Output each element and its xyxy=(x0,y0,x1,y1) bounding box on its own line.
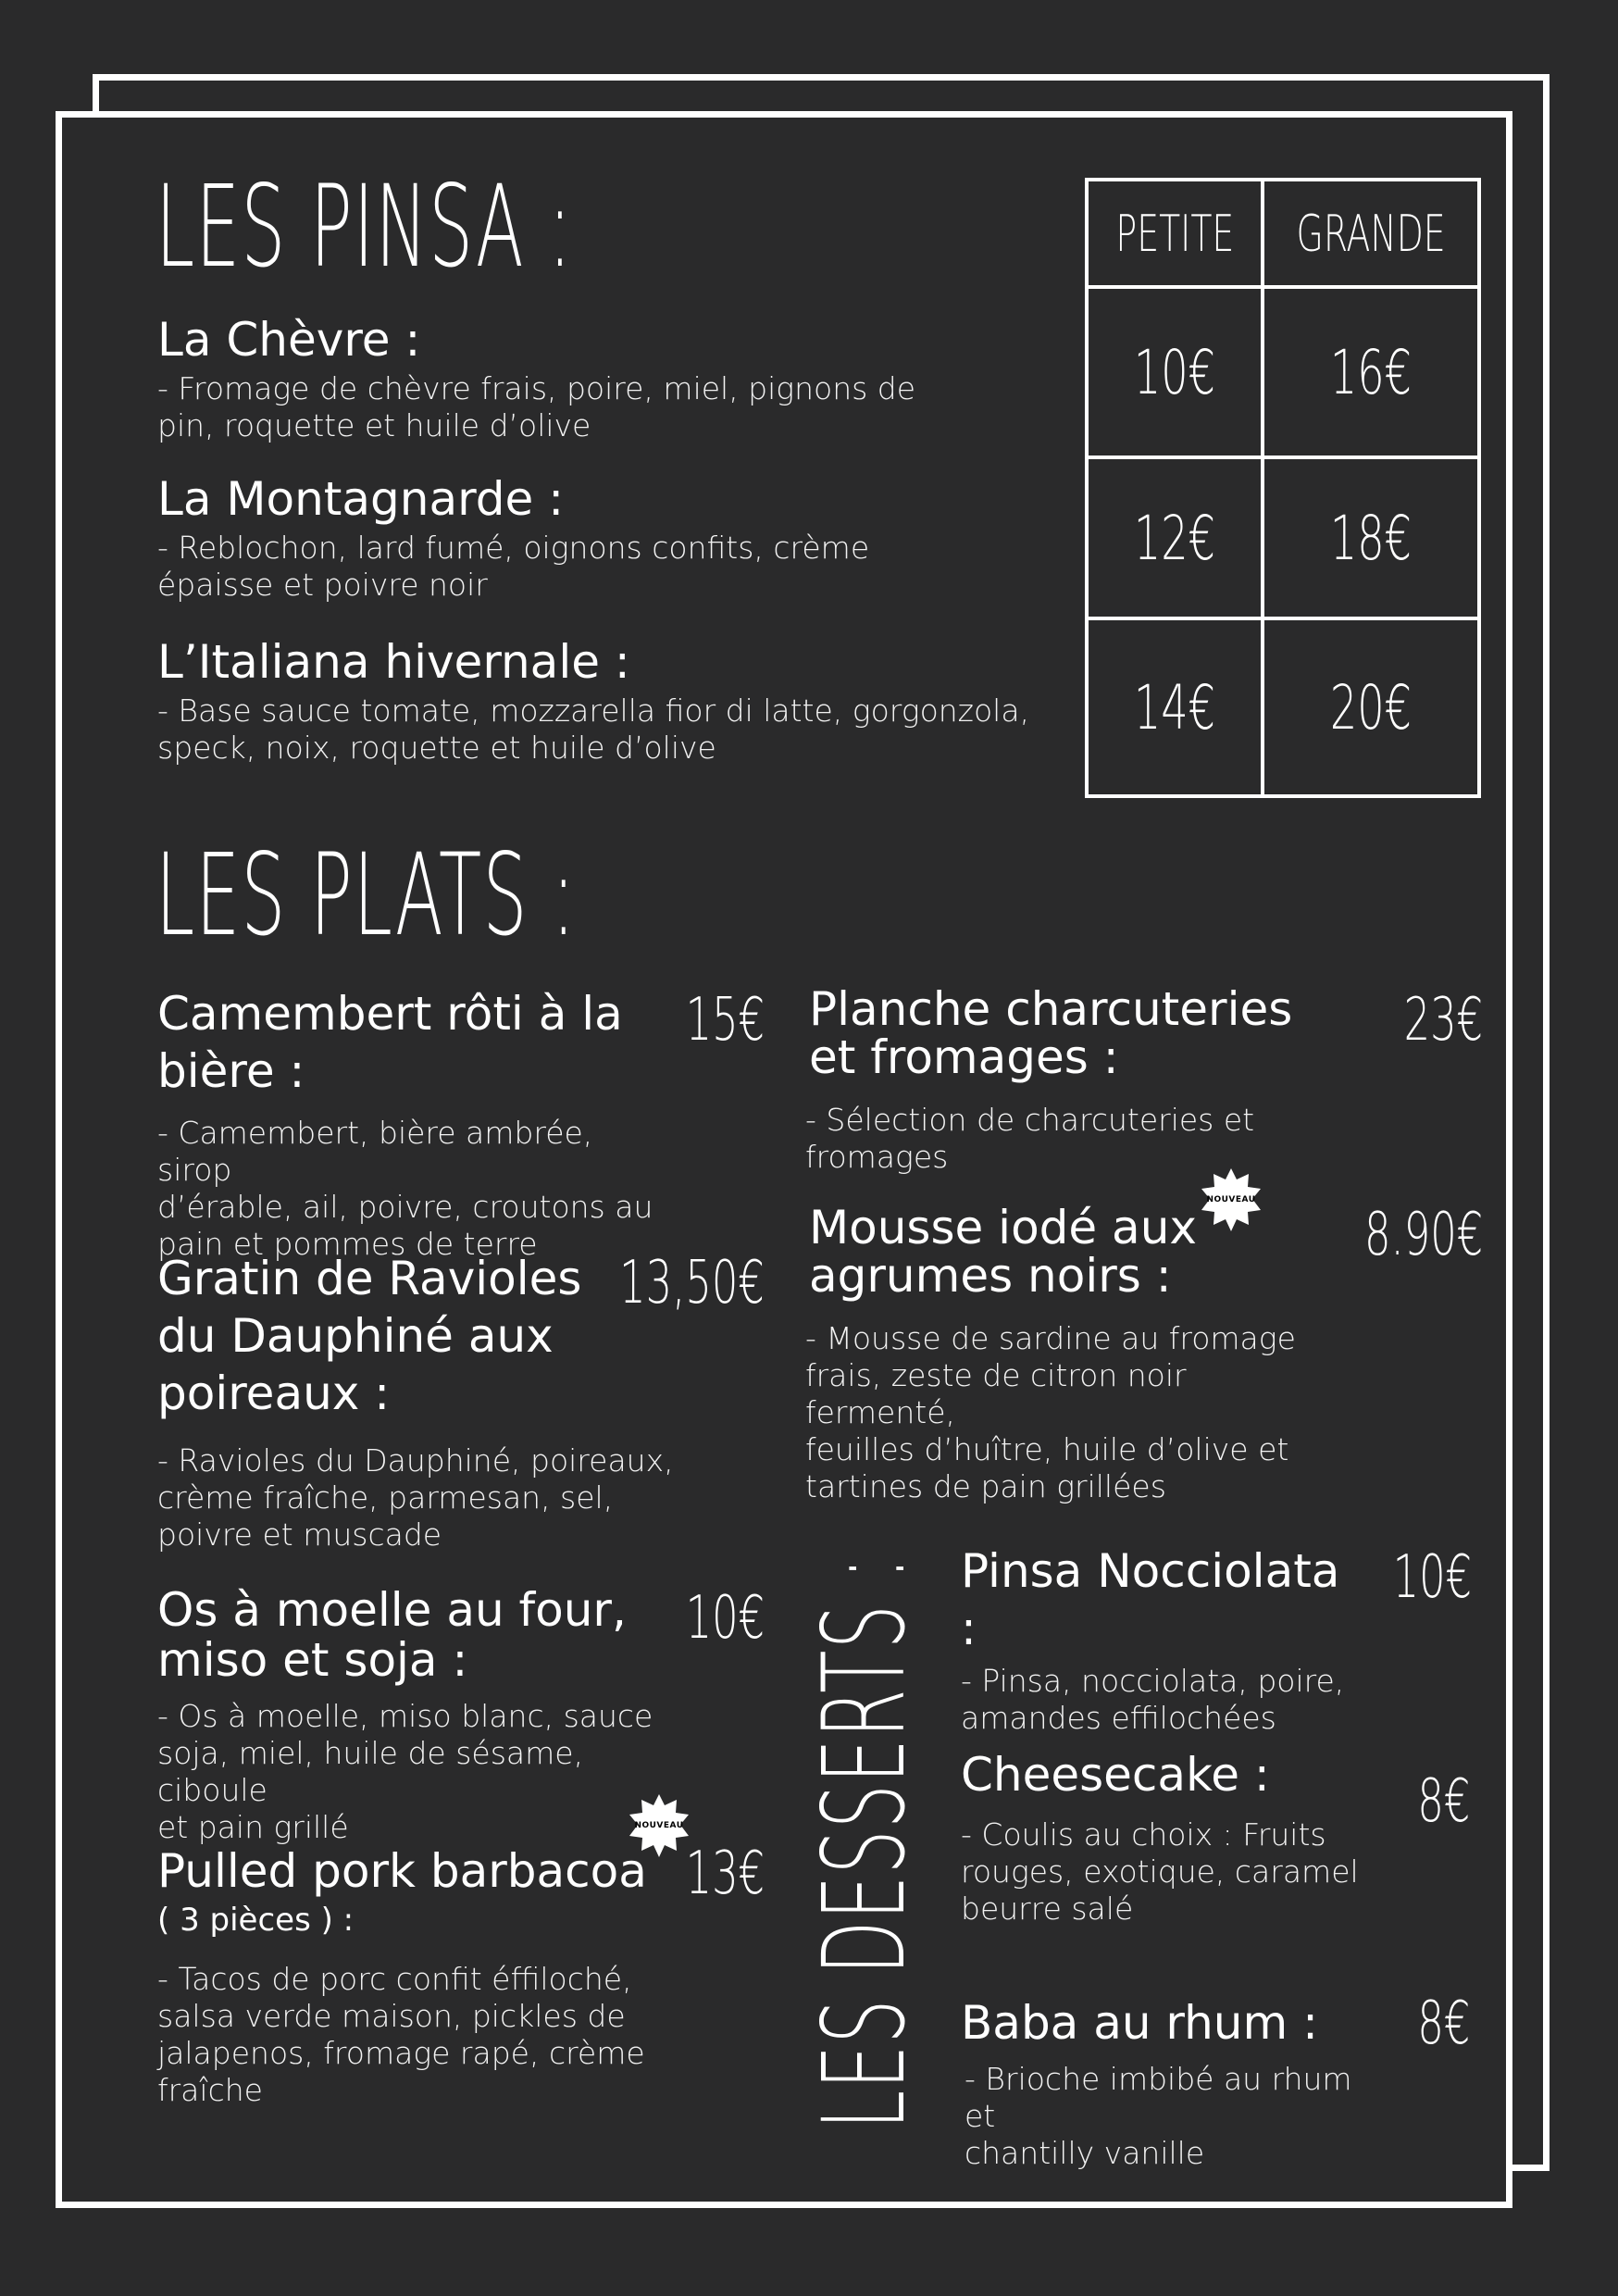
desc-line: - Fromage de chèvre frais, poire, miel, pignons de xyxy=(157,370,916,406)
desc-line: poivre et muscade xyxy=(157,1516,442,1553)
desc-line: - Mousse de sardine au fromage xyxy=(805,1320,1296,1356)
dessert-item-desc xyxy=(961,1816,1359,1928)
plat-item-desc xyxy=(805,1102,1327,1176)
plat-item-title xyxy=(157,1585,694,1685)
column-header-grande: GRANDE xyxy=(1263,180,1479,287)
plat-item-title xyxy=(809,982,1327,1084)
nouveau-badge-label: NOUVEAU xyxy=(634,1821,684,1830)
plat-item-desc xyxy=(157,1442,676,1554)
desc-line: rouges, exotique, caramel xyxy=(961,1853,1359,1890)
pinsa-item-montagnarde xyxy=(157,470,869,604)
desc-line: tartines de pain grillées xyxy=(805,1468,1166,1504)
dessert-item-title: Cheesecake : xyxy=(961,1748,1270,1802)
price-cell: 16€ xyxy=(1263,287,1479,457)
title-line: Planche charcuteries xyxy=(809,982,1293,1036)
desc-line: - Os à moelle, miso blanc, sauce xyxy=(157,1698,653,1734)
desc-line: - Brioche imbibé au rhum et xyxy=(965,2061,1352,2134)
plat-item-mousse xyxy=(805,1201,1327,1505)
dessert-item-nocciolata xyxy=(961,1542,1359,1737)
desc-line: speck, noix, roquette et huile d’olive xyxy=(157,730,716,766)
plat-item-title xyxy=(157,1250,676,1422)
desc-line: fromages xyxy=(805,1139,949,1175)
price-cell: 18€ xyxy=(1263,457,1479,618)
desc-line: beurre salé xyxy=(961,1890,1134,1927)
title-line: poireaux : xyxy=(157,1366,391,1420)
plat-item-os-a-moelle xyxy=(157,1585,694,1846)
price-cell: 14€ xyxy=(1087,618,1263,796)
desc-line: - Camembert, bière ambrée, sirop xyxy=(157,1115,593,1188)
desc-line: frais, zeste de citron noir fermenté, xyxy=(805,1357,1187,1430)
dessert-price: 8€ xyxy=(1416,1767,1470,1836)
desc-line: salsa verde maison, pickles de xyxy=(157,1998,626,2034)
plat-item-desc xyxy=(805,1320,1327,1505)
plat-item-subtitle: ( 3 pièces ) : xyxy=(157,1902,355,1939)
title-line: Gratin de Ravioles xyxy=(157,1252,582,1305)
price-cell: 20€ xyxy=(1263,618,1479,796)
dessert-item-cheesecake xyxy=(961,1746,1359,1928)
desc-line: amandes effilochées xyxy=(961,1700,1276,1736)
desc-line: épaisse et poivre noir xyxy=(157,567,488,603)
pinsa-item-title: La Chèvre : xyxy=(157,313,421,367)
pinsa-heading: LES PINSA : xyxy=(156,161,573,293)
plat-item-camembert xyxy=(157,985,676,1263)
desc-line: - Pinsa, nocciolata, poire, xyxy=(961,1663,1345,1699)
price-cell: 10€ xyxy=(1087,287,1263,457)
nouveau-badge xyxy=(626,1792,692,1859)
dessert-item-desc xyxy=(961,1663,1359,1737)
desc-line: feuilles d’huître, huile d’olive et xyxy=(805,1431,1289,1467)
desc-line: et pain grillé xyxy=(157,1809,349,1845)
title-line: Os à moelle au four, xyxy=(157,1583,627,1637)
pinsa-item-chevre xyxy=(157,311,915,444)
plat-price: 8.90€ xyxy=(1363,1201,1483,1269)
desc-line: - Reblochon, lard fumé, oignons confits, crème xyxy=(157,530,870,566)
desc-line: - Tacos de porc confit éffiloché, xyxy=(157,1961,632,1997)
pinsa-item-desc xyxy=(157,693,1029,767)
pinsa-item-desc xyxy=(157,370,915,444)
plat-item-title xyxy=(157,985,676,1100)
pinsa-item-italiana xyxy=(157,633,1029,767)
desc-line: pin, roquette et huile d’olive xyxy=(157,407,591,443)
title-line: Mousse iodé aux xyxy=(809,1201,1197,1254)
plat-item-pulled-pork xyxy=(157,1842,713,2109)
plat-price: 15€ xyxy=(685,986,765,1054)
dessert-price: 8€ xyxy=(1416,1990,1470,2058)
desc-line: fraîche xyxy=(157,2072,263,2108)
desc-line: jalapenos, fromage rapé, crème xyxy=(157,2035,645,2071)
plat-item-desc xyxy=(157,1115,676,1263)
desc-line: chantilly vanille xyxy=(965,2135,1205,2171)
pinsa-item-desc xyxy=(157,530,869,604)
title-line: Camembert rôti à la xyxy=(157,987,623,1041)
desc-line: crème fraîche, parmesan, sel, xyxy=(157,1479,614,1516)
pinsa-item-title: La Montagnarde : xyxy=(157,472,565,526)
title-line: et fromages : xyxy=(809,1030,1119,1084)
dessert-price: 10€ xyxy=(1392,1543,1472,1612)
column-header-petite: PETITE xyxy=(1087,180,1263,287)
dessert-item-baba xyxy=(961,1994,1359,2172)
plat-price: 13€ xyxy=(685,1840,765,1908)
desc-line: - Ravioles du Dauphiné, poireaux, xyxy=(157,1442,674,1479)
pinsa-item-title: L’Italiana hivernale : xyxy=(157,635,630,689)
price-cell: 12€ xyxy=(1087,457,1263,618)
plat-item-gratin xyxy=(157,1250,676,1554)
dessert-item-title: Pinsa Nocciolata : xyxy=(961,1544,1340,1655)
desc-line: - Coulis au choix : Fruits xyxy=(961,1816,1326,1853)
pinsa-price-table xyxy=(1085,178,1481,798)
dessert-item-desc xyxy=(965,2061,1359,2172)
title-line: miso et soja : xyxy=(157,1633,468,1687)
plat-item-desc xyxy=(157,1961,713,2109)
desserts-heading: LES DESSERTS : xyxy=(799,1554,930,2129)
desc-line: - Sélection de charcuteries et xyxy=(805,1102,1255,1138)
title-line: agrumes noirs : xyxy=(809,1249,1172,1303)
desc-line: d’érable, ail, poivre, croutons au xyxy=(157,1189,653,1225)
nouveau-badge xyxy=(1198,1167,1264,1233)
plat-price: 13,50€ xyxy=(619,1249,765,1317)
title-line: bière : xyxy=(157,1044,305,1098)
title-line: du Dauphiné aux xyxy=(157,1309,554,1363)
nouveau-badge-label: NOUVEAU xyxy=(1206,1195,1256,1204)
plat-item-title: Pulled pork barbacoa xyxy=(157,1844,647,1898)
plat-item-planche xyxy=(805,982,1327,1176)
plats-heading: LES PLATS : xyxy=(156,830,577,961)
desc-line: soja, miel, huile de sésame, ciboule xyxy=(157,1735,584,1808)
desc-line: pain et pommes de terre xyxy=(157,1226,538,1262)
plat-item-desc xyxy=(157,1698,694,1846)
plat-price: 23€ xyxy=(1403,986,1483,1054)
plat-price: 10€ xyxy=(685,1584,765,1653)
desc-line: - Base sauce tomate, mozzarella fior di latte, gorgonzola, xyxy=(157,693,1030,729)
dessert-item-title: Baba au rhum : xyxy=(961,1996,1318,2050)
